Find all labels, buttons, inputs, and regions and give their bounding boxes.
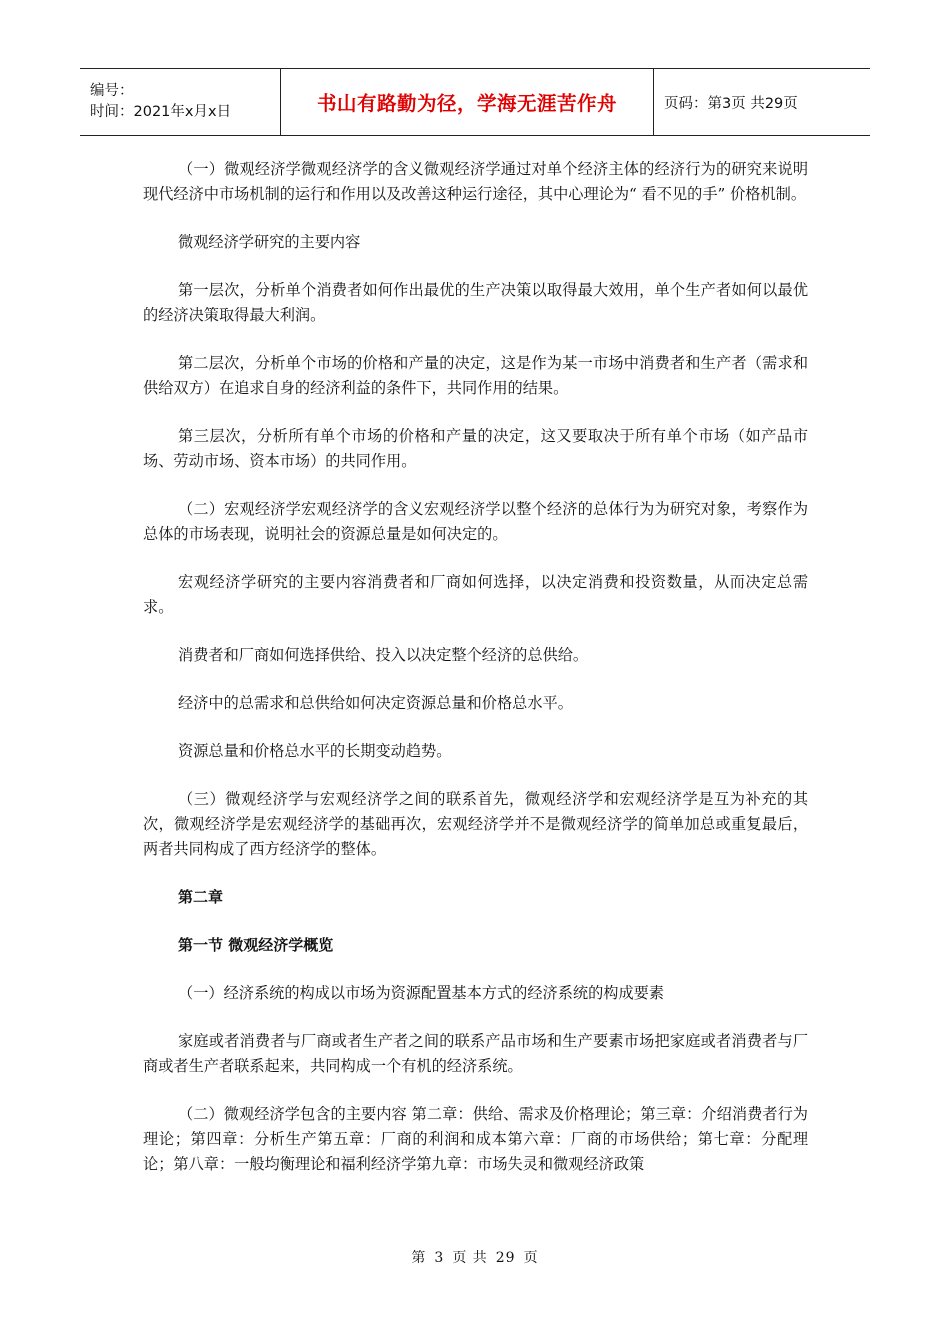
date-label: 时间：2021年x月x日: [90, 104, 232, 120]
chapter-heading: 第二章: [178, 888, 224, 906]
paragraph: （二）微观经济学包含的主要内容 第二章：供给、需求及价格理论；第三章：介绍消费者行为理论；第四章：分析生产第五章：厂商的利润和成本第六章：厂商的市场供给；第七章：分配理论；第八章：一般均衡理论和福利经济学第九章：市场失灵和微观经济政策: [143, 1105, 808, 1173]
paragraph: 宏观经济学研究的主要内容消费者和厂商如何选择，以决定消费和投资数量，从而决定总需求。: [143, 573, 808, 616]
paragraph: 第三层次，分析所有单个市场的价格和产量的决定，这又要取决于所有单个市场（如产品市场、劳动市场、资本市场）的共同作用。: [143, 427, 808, 470]
section-heading: 第一节 微观经济学概览: [178, 936, 334, 954]
paragraph: 第一层次，分析单个消费者如何作出最优的生产决策以取得最大效用，单个生产者如何以最优的经济决策取得最大利润。: [143, 281, 808, 324]
paragraph: 资源总量和价格总水平的长期变动趋势。: [178, 742, 452, 760]
header-motto-cell: [281, 69, 654, 135]
header-page-info: 页码：第3页 共29页: [664, 95, 798, 112]
footer-page-number: 3: [434, 1250, 445, 1266]
page-footer: [0, 1247, 950, 1267]
paragraph: 经济中的总需求和总供给如何决定资源总量和价格总水平。: [178, 694, 573, 712]
document-body: [143, 157, 808, 1200]
paragraph: 消费者和厂商如何选择供给、投入以决定整个经济的总供给。: [178, 646, 589, 664]
paragraph: （三）微观经济学与宏观经济学之间的联系首先，微观经济学和宏观经济学是互为补充的其次，微观经济学是宏观经济学的基础再次，宏观经济学并不是微观经济学的简单加总或重复最后，两者共同构成了西方经济学的整体。: [143, 790, 808, 858]
serial-number-label: 编号：: [90, 83, 134, 99]
paragraph: （一）微观经济学微观经济学的含义微观经济学通过对单个经济主体的经济行为的研究来说明现代经济中市场机制的运行和作用以及改善这种运行途径，其中心理论为“ 看不见的手” 价格机制。: [143, 160, 808, 203]
footer-suffix: 页: [523, 1250, 539, 1266]
footer-prefix: 第: [411, 1250, 427, 1266]
paragraph: 家庭或者消费者与厂商或者生产者之间的联系产品市场和生产要素市场把家庭或者消费者与厂商或者生产者联系起来，共同构成一个有机的经济系统。: [143, 1032, 808, 1075]
paragraph: 微观经济学研究的主要内容: [178, 233, 361, 251]
paragraph: （二）宏观经济学宏观经济学的含义宏观经济学以整个经济的总体行为为研究对象，考察作为总体的市场表现，说明社会的资源总量是如何决定的。: [143, 500, 808, 543]
header-table: [80, 68, 870, 136]
motto-text: 书山有路勤为径，学海无涯苦作舟: [316, 92, 617, 115]
paragraph: 第二层次，分析单个市场的价格和产量的决定，这是作为某一市场中消费者和生产者（需求和供给双方）在追求自身的经济利益的条件下，共同作用的结果。: [143, 354, 808, 397]
footer-mid: 页 共: [452, 1250, 488, 1266]
paragraph: （一）经济系统的构成以市场为资源配置基本方式的经济系统的构成要素: [178, 984, 664, 1002]
header-page-cell: [654, 69, 870, 135]
header-left-cell: [80, 69, 281, 135]
footer-total-pages: 29: [495, 1250, 516, 1266]
